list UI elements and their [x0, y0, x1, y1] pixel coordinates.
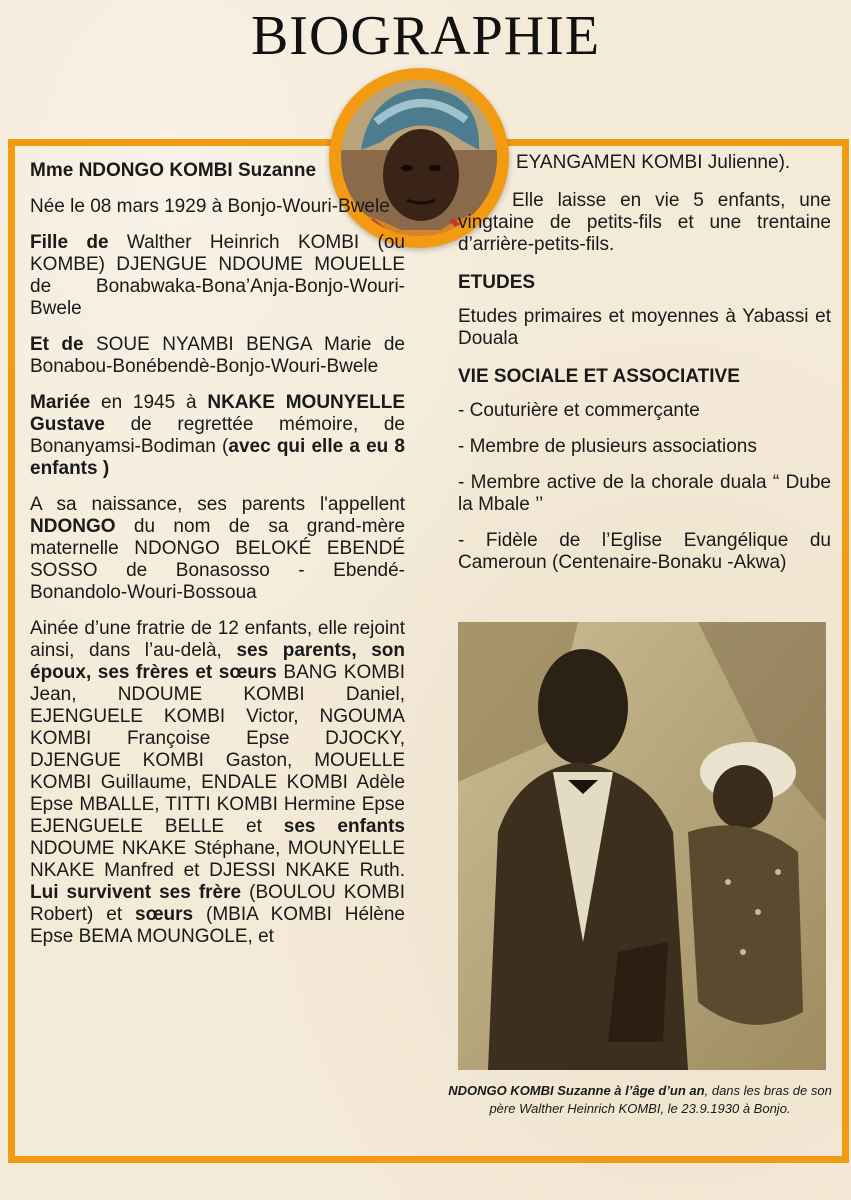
- descendants-text: Elle laisse en vie 5 enfants, une vingtaine de petits-fils et une trentaine d’arrière-petits-fils.: [458, 190, 831, 255]
- marriage-paragraph: [30, 392, 405, 480]
- studies-text: Etudes primaires et moyennes à Yabassi et Douala: [458, 306, 831, 349]
- mother-label: Et de: [30, 334, 84, 355]
- right-column: [458, 152, 831, 588]
- naming-text-2: du nom de sa grand-mère maternelle NDONGO BELOKÉ EBENDÉ SOSSO de Bonasosso - Ebendé-Bonandolo-Wouri-Bossoua: [30, 516, 405, 603]
- social-item: - Fidèle de l’Eglise Evangélique du Cameroun (Centenaire-Bonaku -Akwa): [458, 530, 831, 573]
- married-text: en 1945 à: [90, 392, 208, 413]
- vintage-photo-image: [458, 622, 826, 1070]
- family-paragraph: [30, 618, 405, 948]
- father-paragraph: [30, 232, 405, 320]
- father-text: Walther Heinrich KOMBI (ou KOMBE) DJENGUE NDOUME MOUELLE de Bonabwaka-Bona’Anja-Bonjo-Wouri-Bwele: [30, 232, 405, 319]
- family-bold-4: sœurs: [135, 904, 194, 925]
- caption-bold: NDONGO KOMBI Suzanne à l’âge d’un an: [448, 1083, 705, 1098]
- person-name: Mme NDONGO KOMBI Suzanne: [30, 160, 317, 181]
- naming-paragraph: [30, 494, 405, 604]
- husband-name: NKAKE MOUNYELLE Gustave: [30, 392, 405, 435]
- continuation-text: EYANGAMEN KOMBI Julienne).: [516, 152, 791, 173]
- married-label: Mariée: [30, 392, 91, 413]
- family-text-4: (BOULOU KOMBI Robert) et: [30, 882, 405, 925]
- father-label: Fille de: [30, 232, 109, 253]
- social-item: - Membre active de la chorale duala “ Dube la Mbale ’’: [458, 472, 831, 515]
- social-heading: VIE SOCIALE ET ASSOCIATIVE: [458, 366, 740, 387]
- children-count: avec qui elle a eu 8 enfants ): [30, 436, 405, 479]
- mother-paragraph: [30, 334, 405, 378]
- married-text-2: de regrettée mémoire, de Bonanyamsi-Bodiman (: [30, 414, 405, 457]
- page-title: BIOGRAPHIE: [250, 5, 601, 67]
- studies-heading: ETUDES: [458, 272, 536, 293]
- family-text-5: (MBIA KOMBI Hélène Epse BEMA MOUNGOLE, et: [30, 904, 405, 947]
- family-text-3: NDOUME NKAKE Stéphane, MOUNYELLE NKAKE Manfred et DJESSI NKAKE Ruth.: [30, 838, 405, 881]
- birth-info: Née le 08 mars 1929 à Bonjo-Wouri-Bwele: [30, 196, 390, 217]
- family-bold-1: ses parents, son époux, ses frères et sœurs: [30, 640, 406, 683]
- social-item: - Couturière et commerçante: [458, 400, 700, 421]
- caption-text: , dans les bras de son père Walther Heinrich KOMBI, le 23.9.1930 à Bonjo.: [489, 1083, 832, 1116]
- family-bold-2: ses enfants: [283, 816, 405, 837]
- naming-name: NDONGO: [30, 516, 116, 537]
- family-bold-3: Lui survivent ses frère: [30, 882, 242, 903]
- mother-text: SOUE NYAMBI BENGA Marie de Bonabou-Bonébendè-Bonjo-Wouri-Bwele: [30, 334, 405, 377]
- social-item: - Membre de plusieurs associations: [458, 436, 757, 457]
- naming-text: A sa naissance, ses parents l'appellent: [30, 494, 405, 515]
- family-text-1: Ainée d’une fratrie de 12 enfants, elle rejoint ainsi, dans l’au-delà,: [30, 618, 405, 661]
- vintage-photo: [458, 622, 826, 1070]
- left-column: [30, 160, 405, 962]
- family-text-2: BANG KOMBI Jean, NDOUME KOMBI Daniel, EJENGUELE KOMBI Victor, NGOUMA KOMBI Françoise Epse DJOCKY, DJENGUE KOMBI Gaston, MOUELLE KOMBI Guillaume, ENDALE KOMBI Adèle Epse MBALLE, TITTI KOMBI Hermine Epse EJENGUELE BELLE et: [30, 662, 406, 837]
- photo-caption: [440, 1082, 840, 1118]
